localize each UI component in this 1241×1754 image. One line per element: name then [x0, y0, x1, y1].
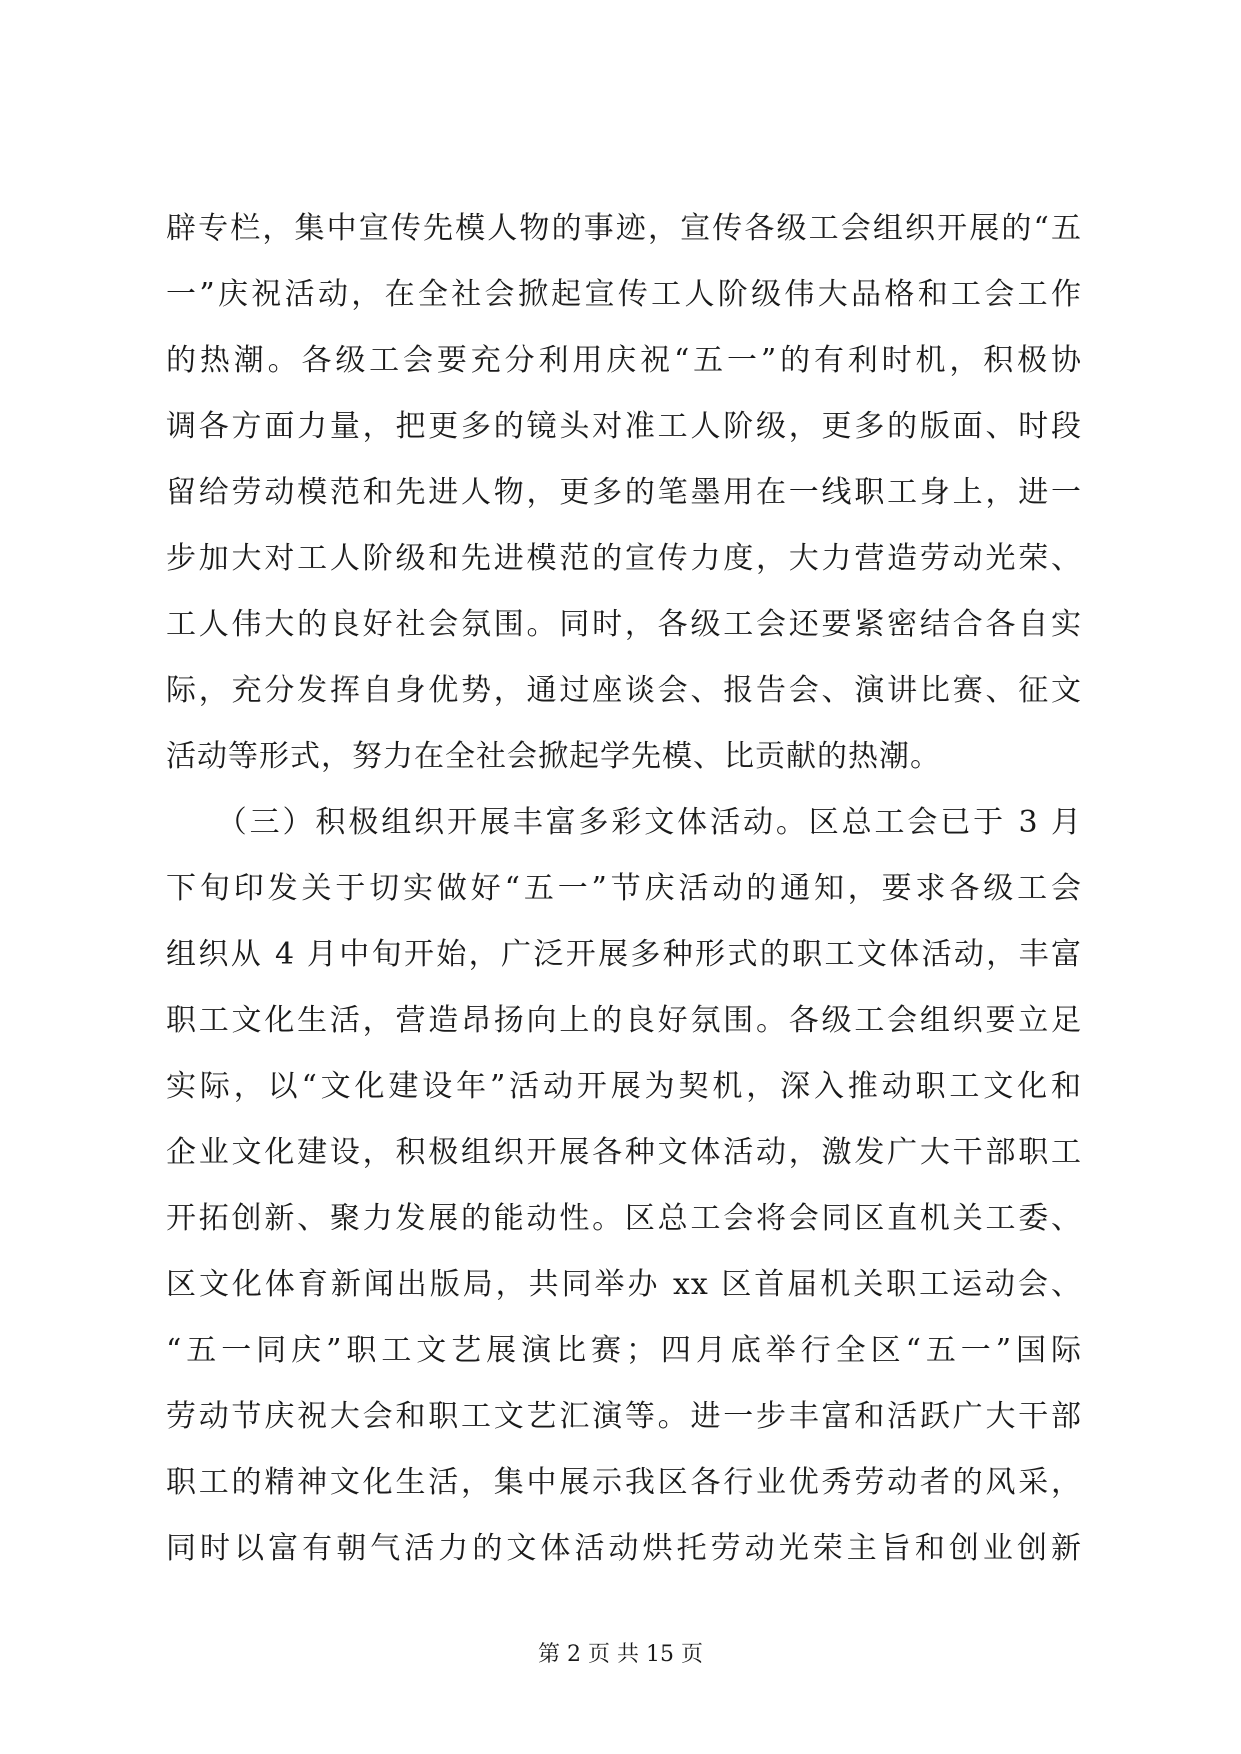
text-line: 职工的精神文化生活，集中展示我区各行业优秀劳动者的风采， — [166, 1465, 1082, 1500]
text-line: 一”庆祝活动，在全社会掀起宣传工人阶级伟大品格和工会工作 — [166, 277, 1082, 312]
text-line: 活动等形式，努力在全社会掀起学先模、比贡献的热潮。 — [166, 739, 941, 774]
text-line: 组织从 4 月中旬开始，广泛开展多种形式的职工文体活动，丰富 — [166, 937, 1082, 972]
body-text — [166, 196, 1082, 1582]
text-line: 职工文化生活，营造昂扬向上的良好氛围。各级工会组织要立足 — [166, 1003, 1082, 1038]
page-number-footer: 第 2 页 共 15 页 — [538, 1642, 703, 1667]
text-line: 际，充分发挥自身优势，通过座谈会、报告会、演讲比赛、征文 — [166, 673, 1082, 708]
text-line: 实际，以“文化建设年”活动开展为契机，深入推动职工文化和 — [166, 1069, 1082, 1104]
text-line: 调各方面力量，把更多的镜头对准工人阶级，更多的版面、时段 — [166, 409, 1082, 444]
text-line: 工人伟大的良好社会氛围。同时，各级工会还要紧密结合各自实 — [166, 607, 1082, 642]
text-line: 下旬印发关于切实做好“五一”节庆活动的通知，要求各级工会 — [166, 871, 1082, 906]
text-line: 开拓创新、聚力发展的能动性。区总工会将会同区直机关工委、 — [166, 1201, 1082, 1236]
text-line: 步加大对工人阶级和先进模范的宣传力度，大力营造劳动光荣、 — [166, 541, 1082, 576]
text-line: 留给劳动模范和先进人物，更多的笔墨用在一线职工身上，进一 — [166, 475, 1082, 510]
text-line: 同时以富有朝气活力的文体活动烘托劳动光荣主旨和创业创新 — [166, 1531, 1082, 1566]
text-line: 辟专栏，集中宣传先模人物的事迹，宣传各级工会组织开展的“五 — [166, 211, 1082, 246]
text-line: 的热潮。各级工会要充分利用庆祝“五一”的有利时机，积极协 — [166, 343, 1082, 378]
text-line: 区文化体育新闻出版局，共同举办 xx 区首届机关职工运动会、 — [166, 1267, 1082, 1302]
text-line: 企业文化建设，积极组织开展各种文体活动，激发广大干部职工 — [166, 1135, 1082, 1170]
text-line: 劳动节庆祝大会和职工文艺汇演等。进一步丰富和活跃广大干部 — [166, 1399, 1082, 1434]
text-line: “五一同庆”职工文艺展演比赛；四月底举行全区“五一”国际 — [166, 1333, 1082, 1368]
section-heading-line: （三）积极组织开展丰富多彩文体活动。区总工会已于 3 月 — [166, 805, 1082, 840]
